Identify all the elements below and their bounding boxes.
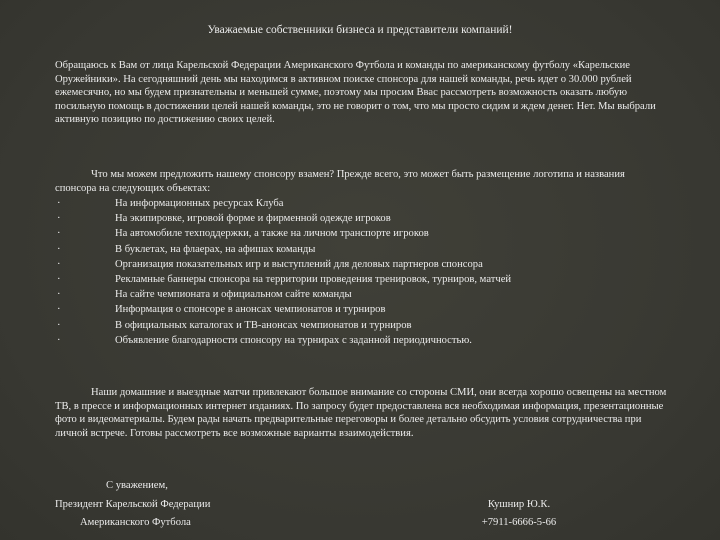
bullet-icon: · <box>57 304 61 316</box>
list-item-text: Информация о спонсоре в анонсах чемпионатов и турниров <box>115 304 386 316</box>
bullet-icon: · <box>57 198 61 209</box>
sponsor-placement-list <box>55 196 667 348</box>
list-item <box>55 302 667 317</box>
bullet-icon: · <box>57 213 61 225</box>
list-item <box>55 287 667 302</box>
bullet-icon: · <box>57 319 61 331</box>
signature-position-line2: Американского Футбола <box>80 517 191 528</box>
signature-name: Кушнир Ю.К. <box>487 499 551 510</box>
bullet-icon: · <box>57 258 61 270</box>
media-paragraph <box>55 386 667 440</box>
list-item <box>55 242 667 257</box>
signature-position <box>55 496 210 532</box>
list-item-text: Организация показательных игр и выступлений для деловых партнеров спонсора <box>115 258 483 270</box>
letter-title: Уважаемые собственники бизнеса и представители компаний! <box>207 24 513 36</box>
signature-position-line1: Президент Карельской Федерации <box>55 499 211 510</box>
signature-contact <box>474 496 564 532</box>
bullet-icon: · <box>57 334 61 346</box>
list-item <box>55 196 667 211</box>
offer-paragraph <box>55 168 667 195</box>
list-item-text: На автомобиле техподдержки, а также на личном транспорте игроков <box>115 228 429 240</box>
bullet-icon: · <box>57 243 61 255</box>
media-paragraph-text: Наши домашние и выездные матчи привлекают большое внимание со стороны СМИ, они всегда хорошо освещены на местном ТВ, в прессе и информационных интернет изданиях. По запросу будет предоставлена вся необходимая информация, презентационные фото и видеоматериалы. Будем рады начать предварительные переговоры и более детально обсудить условия сотрудничества при личной встрече. Готовы рассмотреть все возможные варианты взаимодействия. <box>55 387 667 439</box>
list-item-text: В буклетах, на флаерах, на афишах команды <box>115 243 316 255</box>
bullet-icon: · <box>57 273 61 285</box>
list-item-text: На сайте чемпионата и официальном сайте команды <box>115 289 352 301</box>
bullet-icon: · <box>57 289 61 301</box>
list-item-text: На информационных ресурсах Клуба <box>115 198 284 209</box>
offer-paragraph-text: Что мы можем предложить нашему спонсору взамен? Прежде всего, это может быть размещение логотипа и названия спонсора на следующих объектах: <box>55 169 625 194</box>
list-item <box>55 318 667 333</box>
bullet-icon: · <box>57 228 61 240</box>
intro-paragraph: Обращаюсь к Вам от лица Карельской Федерации Американского Футбола и команды по американскому футболу «Карельские Оружейники». На сегодняшний день мы находимся в активном поиске спонсора для нашей команды, речь идет о 30.000 рублей ежемесячно, но мы будем признательны и меньшей сумме, поэтому мы просим Ввас рассмотреть возможность оказать любую посильную помощь в достижении целей нашей команды, это не говорит о том, что мы просто сидим и ждем денег. Нет. Мы выбрали активную позицию по достижению своих целей. <box>55 60 656 126</box>
list-item-text: Объявление благодарности спонсору на турнирах с заданной периодичностью. <box>115 334 472 346</box>
list-item-text: В официальных каталогах и ТВ-анонсах чемпионатов и турниров <box>115 319 412 331</box>
list-item <box>55 272 667 287</box>
list-item <box>55 333 667 348</box>
list-item-text: Рекламные баннеры спонсора на территории проведения тренировок, турниров, матчей <box>115 273 512 285</box>
closing-salutation: С уважением, <box>106 480 168 491</box>
list-item-text: На экипировке, игровой форме и фирменной одежде игроков <box>115 213 391 225</box>
list-item <box>55 211 667 226</box>
signature-phone: +7911-6666-5-66 <box>481 517 557 528</box>
list-item <box>55 226 667 241</box>
list-item <box>55 257 667 272</box>
